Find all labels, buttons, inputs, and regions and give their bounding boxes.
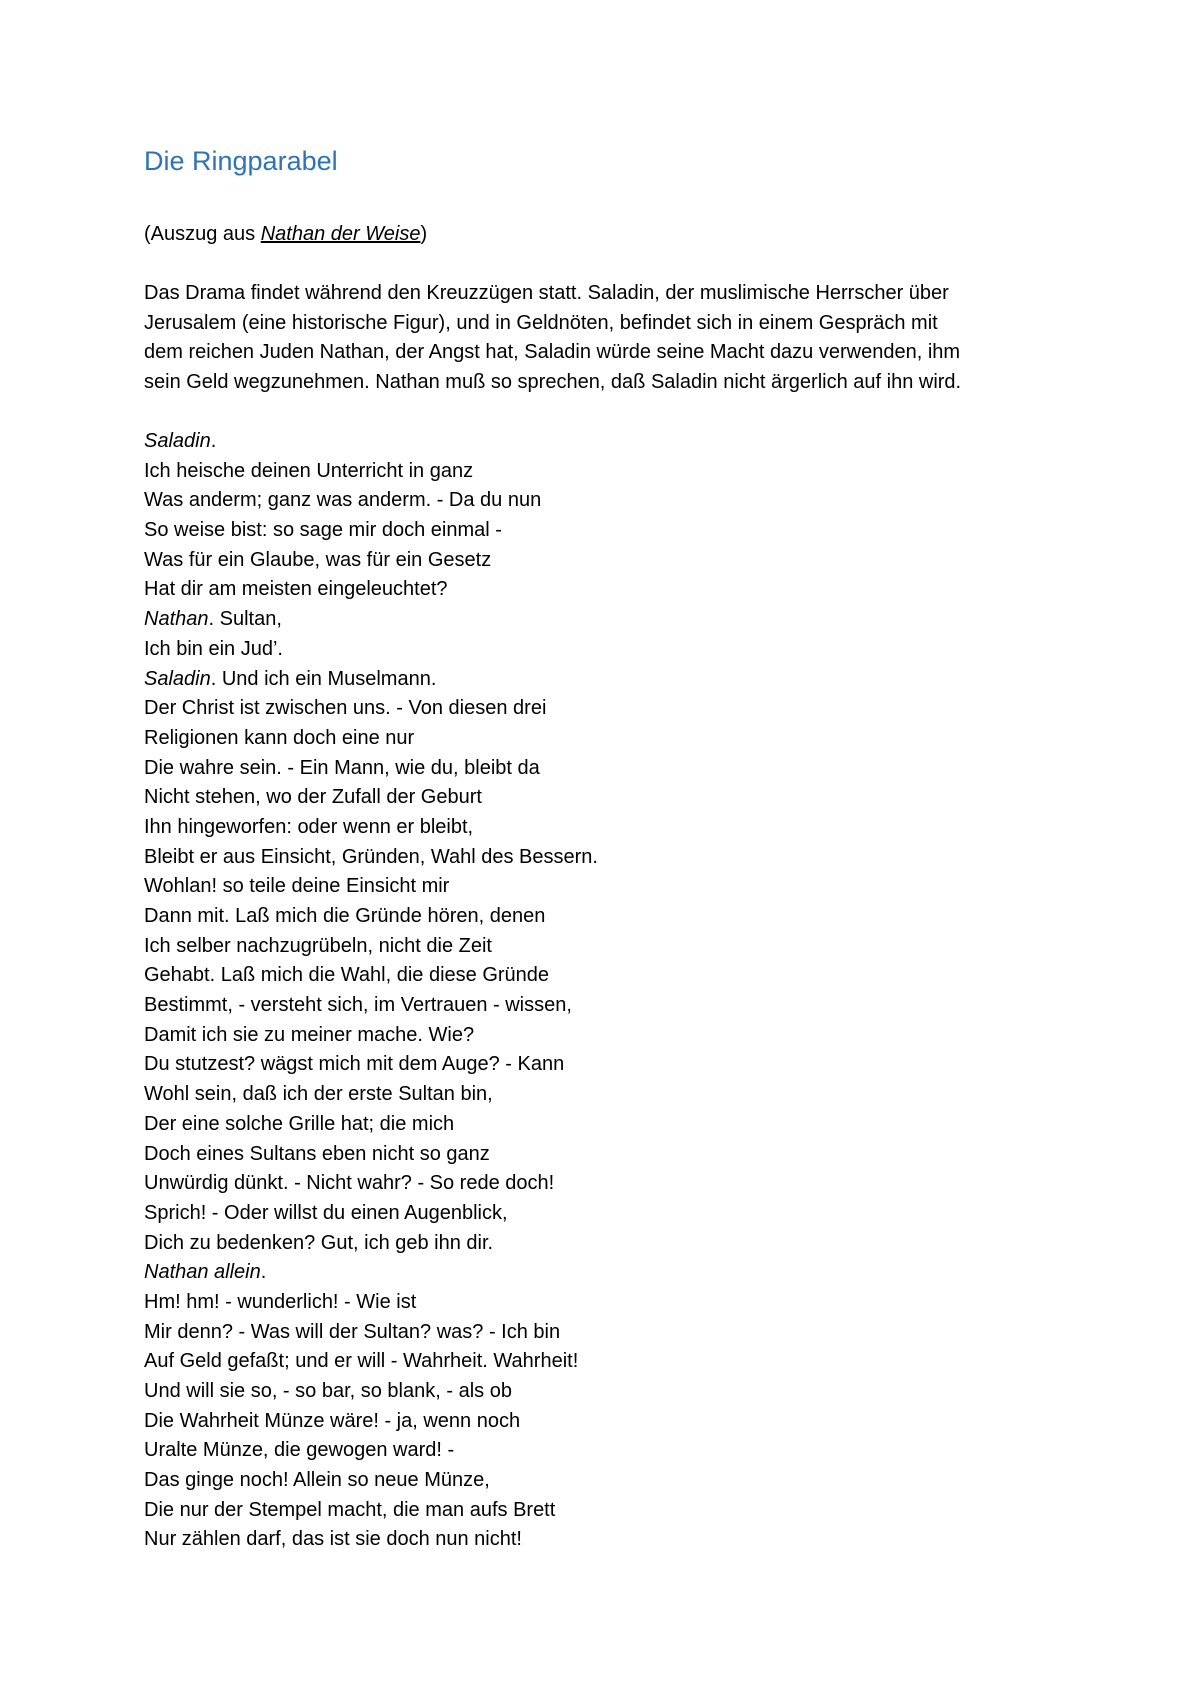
verse-line <box>144 605 598 635</box>
verse-line <box>144 1496 598 1526</box>
intro-line: dem reichen Juden Nathan, der Angst hat, Saladin würde seine Macht dazu verwenden, ihm <box>144 341 961 364</box>
verse-text: Uralte Münze, die gewogen ward! - <box>144 1439 455 1462</box>
verse-text: Die wahre sein. - Ein Mann, wie du, bleibt da <box>144 756 540 779</box>
verse-text: Wohlan! so teile deine Einsicht mir <box>144 875 450 898</box>
verse-line <box>144 783 598 813</box>
verse-line <box>144 1258 598 1288</box>
verse-text: Doch eines Sultans eben nicht so ganz <box>144 1142 490 1165</box>
intro-line: sein Geld wegzunehmen. Nathan muß so sprechen, daß Saladin nicht ärgerlich auf ihn wird. <box>144 371 962 394</box>
subtitle-prefix: (Auszug aus <box>144 223 261 245</box>
verse-text: Ich selber nachzugrübeln, nicht die Zeit <box>144 934 492 957</box>
verse-text: Ich bin ein Jud’. <box>144 637 283 660</box>
verse-line <box>144 1110 598 1140</box>
verse-text: . <box>260 1261 267 1284</box>
verse-line <box>144 1407 598 1437</box>
verse-line <box>144 1377 598 1407</box>
verse-text: Wohl sein, daß ich der erste Sultan bin, <box>144 1083 493 1106</box>
verse-line <box>144 694 598 724</box>
verse-text: Nur zählen darf, das ist sie doch nun nicht! <box>144 1528 522 1551</box>
verse-text: Bleibt er aus Einsicht, Gründen, Wahl des Bessern. <box>144 845 598 868</box>
intro-paragraph <box>144 279 1084 398</box>
verse-line <box>144 1229 598 1259</box>
verse-text: Was anderm; ganz was anderm. - Da du nun <box>144 489 542 512</box>
verse-line <box>144 1199 598 1229</box>
verse-block <box>144 427 598 1555</box>
verse-line <box>144 813 598 843</box>
verse-line <box>144 843 598 873</box>
verse-text: Hat dir am meisten eingeleuchtet? <box>144 578 448 601</box>
verse-text: Religionen kann doch eine nur <box>144 726 415 749</box>
verse-text: Das ginge noch! Allein so neue Münze, <box>144 1469 490 1492</box>
intro-line: Jerusalem (eine historische Figur), und in Geldnöten, befindet sich in einem Gespräch mit <box>144 311 938 334</box>
verse-line <box>144 665 598 695</box>
verse-line <box>144 1436 598 1466</box>
document-subtitle <box>144 220 427 250</box>
verse-text: Der Christ ist zwischen uns. - Von diesen drei <box>144 697 547 720</box>
intro-line: Das Drama findet während den Kreuzzügen statt. Saladin, der muslimische Herrscher über <box>144 282 949 304</box>
speaker-name: Saladin <box>144 430 211 452</box>
verse-line <box>144 1347 598 1377</box>
verse-text: . Sultan, <box>208 608 282 631</box>
verse-line <box>144 961 598 991</box>
verse-line <box>144 1466 598 1496</box>
verse-text: . <box>210 430 217 452</box>
verse-line <box>144 546 598 576</box>
verse-text: Der eine solche Grille hat; die mich <box>144 1112 455 1135</box>
verse-text: Unwürdig dünkt. - Nicht wahr? - So rede doch! <box>144 1172 555 1195</box>
verse-text: Hm! hm! - wunderlich! - Wie ist <box>144 1290 417 1313</box>
subtitle-work-title: Nathan der Weise <box>260 223 421 245</box>
verse-line <box>144 1318 598 1348</box>
verse-text: Dich zu bedenken? Gut, ich geb ihn dir. <box>144 1231 494 1254</box>
verse-text: Mir denn? - Was will der Sultan? was? - Ich bin <box>144 1320 561 1343</box>
subtitle-suffix: ) <box>420 223 428 245</box>
verse-line <box>144 486 598 516</box>
verse-text: Dann mit. Laß mich die Gründe hören, denen <box>144 905 546 927</box>
verse-line <box>144 516 598 546</box>
verse-text: Gehabt. Laß mich die Wahl, die diese Gründe <box>144 964 550 987</box>
verse-line <box>144 1021 598 1051</box>
verse-line <box>144 575 598 605</box>
verse-line <box>144 754 598 784</box>
verse-text: . Und ich ein Muselmann. <box>210 667 437 690</box>
verse-text: Ich heische deinen Unterricht in ganz <box>144 459 474 482</box>
speaker-name: Nathan <box>144 608 209 631</box>
speaker-name: Nathan allein <box>144 1261 261 1284</box>
verse-line <box>144 902 598 932</box>
verse-text: Was für ein Glaube, was für ein Gesetz <box>144 548 492 571</box>
verse-line <box>144 457 598 487</box>
verse-text: Nicht stehen, wo der Zufall der Geburt <box>144 786 482 809</box>
verse-text: Auf Geld gefaßt; und er will - Wahrheit. Wahrheit! <box>144 1350 579 1373</box>
verse-text: Sprich! - Oder willst du einen Augenblick, <box>144 1201 508 1224</box>
verse-text: Und will sie so, - so bar, so blank, - als ob <box>144 1380 512 1402</box>
verse-text: Die nur der Stempel macht, die man aufs Brett <box>144 1498 556 1521</box>
verse-line <box>144 872 598 902</box>
verse-line <box>144 1525 598 1555</box>
verse-line <box>144 724 598 754</box>
verse-line <box>144 635 598 665</box>
verse-text: Du stutzest? wägst mich mit dem Auge? - Kann <box>144 1053 565 1076</box>
verse-text: Die Wahrheit Münze wäre! - ja, wenn noch <box>144 1409 521 1432</box>
verse-line <box>144 991 598 1021</box>
verse-line <box>144 1080 598 1110</box>
speaker-name: Saladin <box>144 667 211 690</box>
verse-line <box>144 1140 598 1170</box>
verse-text: So weise bist: so sage mir doch einmal - <box>144 519 502 542</box>
verse-text: Ihn hingeworfen: oder wenn er bleibt, <box>144 815 474 838</box>
verse-line <box>144 427 598 457</box>
verse-text: Damit ich sie zu meiner mache. Wie? <box>144 1023 475 1046</box>
verse-line <box>144 1050 598 1080</box>
verse-line <box>144 932 598 962</box>
verse-text: Bestimmt, - versteht sich, im Vertrauen - wissen, <box>144 994 572 1017</box>
verse-line <box>144 1288 598 1318</box>
verse-line <box>144 1169 598 1199</box>
document-title: Die Ringparabel <box>144 146 338 176</box>
